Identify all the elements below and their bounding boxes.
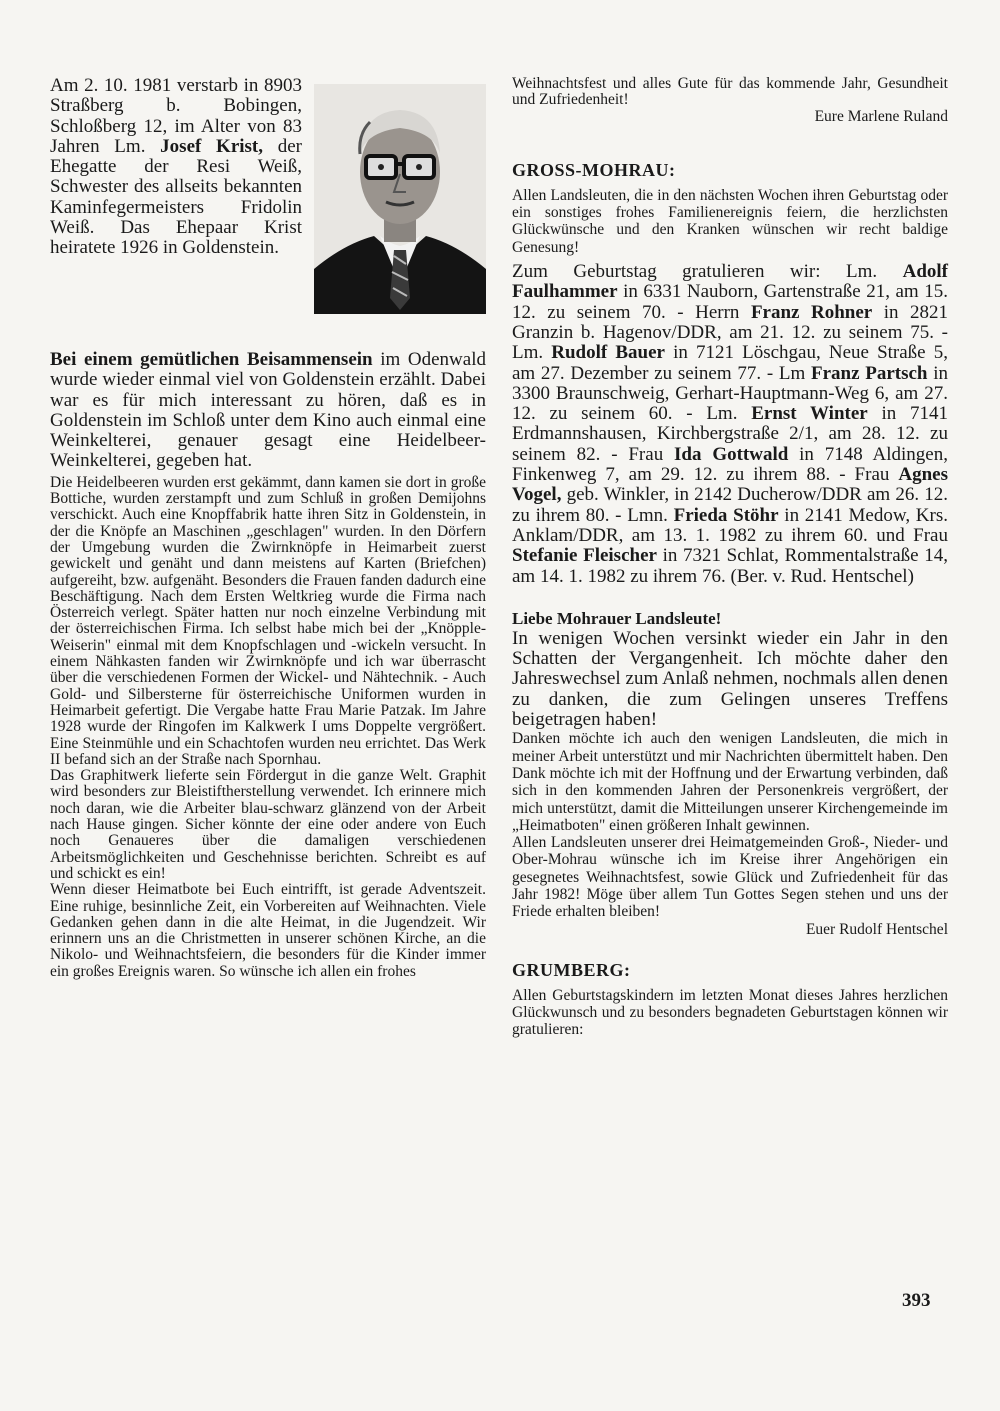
heading-gross-mohrau: GROSS-MOHRAU:: [512, 159, 676, 180]
birthday-list: Zum Geburtstag gratulieren wir: Lm. Adolf Faulhammer in 6331 Nauborn, Gartenstraße 21, am 15. 12. zu seinem 70. - Herrn Franz Rohner in 2821 Granzin b. Hagenov/DDR, am 21. 12. zu seinem 75. - Lm. Rudolf Bauer in 7121 Löschgau, Neue Straße 5, am 27. Dezember zu seinem 77. - Lm Franz Partsch in 3300 Braunschweig, Gerhart-Hauptmann-Weg 6, am 27. 12. zu seinem 60. - Lm. Ernst Winter in 7141 Erdmannshausen, Kirchbergstraße 2/1, am 28. 12. zu seinem 82. - Frau Ida Gottwald in 7148 Aldingen, Finkenweg 7, am 29. 12. zu ihrem 88. - Frau Agnes Vogel, geb. Winkler, in 2142 Ducherow/DDR am 26. 12. zu ihrem 80. - Lmn. Frieda Stöhr in 2141 Medow, Krs. Anklam/DDR, am 13. 1. 1982 zu ihrem 60. und Frau Stefanie Fleischer in 7321 Schlat, Rommentalstraße 14, am 14. 1. 1982 zu ihrem 76. (Ber. v. Rud. Hentschel): [512, 261, 949, 587]
intro-paragraph: Bei einem gemütlichen Beisammensein im Odenwald wurde wieder einmal viel von Goldenstein erzählt. Dabei war es für mich interessant zu hören, daß es in Goldenstein im Schloß unter dem Kino auch einmal eine Weinkelterei, genauer gesagt eine Heidelbeer-Weinkelterei, gegeben hat.: [50, 349, 486, 472]
left-column: [50, 76, 486, 980]
signature-hentschel: Euer Rudolf Hentschel: [805, 920, 948, 938]
paragraph-grumberg: Allen Geburtstagskindern im letzten Monat dieses Jahres herzlichen Glückwunsch und zu besonders begnadeten Geburtstagen können wir gratulieren:: [512, 986, 948, 1039]
signature-ruland: Eure Marlene Ruland: [814, 107, 948, 125]
obituary-block: [50, 76, 486, 316]
intro-heading: Bei einem gemütlichen Beisammensein: [50, 349, 373, 370]
paragraph-liebe-dank: Danken möchte ich auch den wenigen Landsleuten, die mich in meiner Arbeit unterstützt und mir Nachrichten übermittelt haben. Den Dank möchte ich mit der Hoffnung und der Erwartung verbinden, daß sich in den kommenden Jahren der Personenkreis vergrößert, der mich unterstützt, damit die Mitteilungen unserer Kirchengemeinde im „Heimatboten" einen größeren Inhalt gewinnen.: [512, 730, 948, 834]
paragraph-gross-mohrau-intro: Allen Landsleuten, die in den nächsten Wochen ihren Geburtstag oder ein sonstiges frohes Familienereignis feiern, die herzlichsten Glückwünsche und den Kranken wünschen wir recht baldige Genesung!: [512, 186, 948, 256]
right-column: [512, 76, 948, 1039]
paragraph-adventszeit: Wenn dieser Heimatbote bei Euch eintrifft, ist gerade Adventszeit. Eine ruhige, besinnliche Zeit, ein Vorbereiten auf Weihnachten. Viele Gedanken gehen dann in die alte Heimat, in die Jugendzeit. Wir erinnern uns an die Christmetten in unserer schönen Kirche, an die Nikolo- und Weihnachtsfeiern, die besonders für die Kinder immer ein großes Ereignis waren. So wünsche ich allen ein frohes: [50, 881, 486, 980]
paragraph-graphitwerk: Das Graphitwerk lieferte sein Fördergut in die ganze Welt. Graphit wird besonders zur Bleistiftherstellung verwendet. Ich erinnere mich noch daran, wie die Arbeiter blau-schwarz glänzend von der Arbeit nach Hause gingen. Sicher könnte der eine oder andere von Euch noch Genaueres über die damaligen verschiedenen Arbeitsmöglichkeiten und Geschehnisse berichten. Schreibt es auf und schickt es ein!: [50, 767, 486, 882]
page-number: 393: [902, 1290, 931, 1311]
paragraph-liebe-large: In wenigen Wochen versinkt wieder ein Jahr in den Schatten der Vergangenheit. Ich möchte daher den Jahreswechsel zum Anlaß nehmen, nochmals allen denen zu danken, die zum Gelingen unseres Treffens beigetragen haben!: [512, 627, 948, 731]
portrait-image: [314, 84, 486, 314]
paragraph-continuation: Weihnachtsfest und alles Gute für das kommende Jahr, Gesundheit und Zufriedenheit!: [512, 75, 948, 109]
heading-grumberg: GRUMBERG:: [512, 959, 631, 980]
heading-liebe-mohrauer: Liebe Mohrauer Landsleute!: [512, 608, 722, 628]
obituary-name: Josef Krist,: [160, 135, 264, 157]
obituary-text: Am 2. 10. 1981 verstarb in 8903 Straßberg b. Bobingen, Schloßberg 12, im Alter von 83 Jahren Lm. Josef Krist, der Ehegatte der Resi Weiß, Schwester des allseits bekannten Kaminfegermeisters Fridolin Weiß. Das Ehepaar Krist heiratete 1926 in Goldenstein.: [50, 75, 302, 259]
paragraph-liebe-wuensche: Allen Landsleuten unserer drei Heimatgemeinden Groß-, Nieder- und Ober-Mohrau wünsche ich im Kreise ihrer Angehörigen ein gesegnetes Weihnachtsfest, sowie Glück und Zufriedenheit für das Jahr 1982! Möge über allem Tun Gottes Segen stehen und uns der Friede erhalten bleiben!: [512, 834, 948, 921]
portrait-photo: [314, 84, 486, 314]
paragraph-heidelbeeren: Die Heidelbeeren wurden erst gekämmt, dann kamen sie dort in große Bottiche, wurden zerstampft und zum Schluß in großen Demijohns verschickt. Auch eine Knopffabrik hatte ihren Sitz in Goldenstein, in der die Knöpfe an Maschinen „geschlagen" wurden. In den Dörfern der Umgebung wurden die Zwirnknöpfe in Heimarbeit zuerst gewickelt und genäht und dann meistens auf Karten (Briefchen) aufgereiht, bzw. aufgenäht. Besonders die Frauen fanden dadurch eine Beschäftigung. Nach dem Ersten Weltkrieg wurde die Firma nach Österreich verlegt. Später hatten nur noch einzelne Verbindung mit der österreichischen Firma. Ich selbst habe mich bei der „Knöpple-Weiserin" einmal mit dem Knopfschlagen und -wickeln versucht. In einem Nähkasten fanden wir Zwirnknöpfe und ich war überrascht über die verschiedenen Formen der Wickel- und Nähtechnik. - Auch Gold- und Silbersterne für österreichische Uniformen wurden in Heimarbeit gefertigt. Die Vergabe hatte Frau Marie Patzak. Im Jahre 1928 wurde der Ringofen im Kalkwerk I ums Doppelte vergrößert. Eine Steinmühle und ein Schachtofen wurden neu errichtet. Das Werk II befand sich an der Straße nach Spornhau.: [50, 473, 486, 768]
